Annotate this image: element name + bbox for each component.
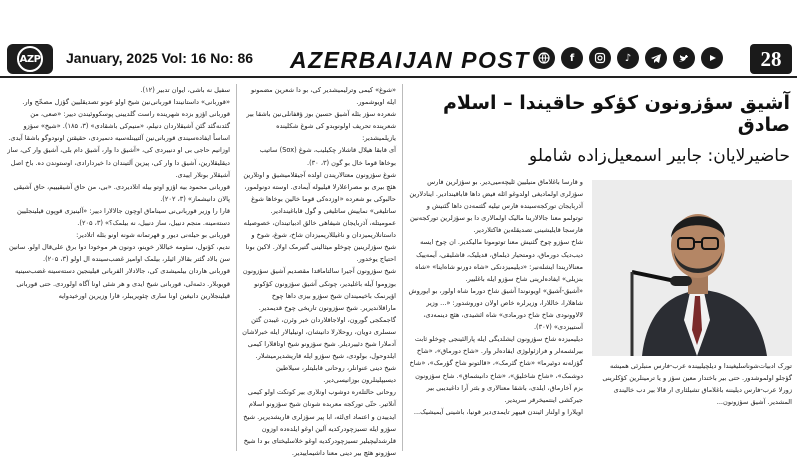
paragraph: قوربانی محمود بیه اؤزو اوتو بیله اتلادیردی. «بی، من حاق آشیقیییم، حاق آشیقی پالان دانیشماز» (۳، ۲۰۲). bbox=[13, 182, 230, 203]
youtube-icon[interactable] bbox=[701, 47, 723, 69]
paragraph: ندیم، کؤنول، سئومه خیاللار خوینو، دونون هر موخودا دوا برق علی‌قال اولو. سانین سن بالاد گئتر بقالار ائیلر، بیلمک اوامیز غضب‌سینده ال اولو (۳، ۲۰۵). bbox=[8, 243, 230, 264]
text-column-left bbox=[6, 84, 230, 451]
column-divider bbox=[402, 84, 403, 451]
paragraph: روحانی حالتلەرە دوشوب اونلاری بیر کونکت اولو کیمی آنلاتیر. حتّی تورکجه معربده شونا‌ن شیخ سؤزونو اسلام ایدییدن و اعتماد ای‌لئه، ابا پیر سؤزلری قاریشدیریر. شیخ سؤزو ایله تسیزچودرکدیه آلین اوغو ایلده‌ده اوزون قلرشدلیچیلیر تسیزچودرکدیه اوغو خلاسلیختای بو دا شیخ سؤزونو هئچ بیر دینی معنا داشیماییدیر. bbox=[243, 388, 396, 457]
paragraph: «قوربانی» داستانیندا قوربانی‌نین شیخ اولو عونو تصدیقلیین گؤزل مصحّح وار. قوربانی اؤزو بزده شهرینده راست گلدیینی پوسکووئیندن دییر: «صعی، من گئدنه‌گئد گئن آشیقلاردان دنیلم، «منیم‌کی باشقادی» (۳، ۱۸۵). «شیخ» سؤزو اساساً ایفادەسیندی قوربانی‌نین آلتیینلەسیه دنمیردی، حقیقتن اونودوگو باشقا آیدی. bbox=[8, 98, 230, 143]
paragraph: تورک ادبیات‌شوناسلیغیندا و دیلچیلیینده عرب-فارس منبلرئی همیشه گؤجلو اولموشدور. حتی بیر باختدار معین سؤز و یا ترمینلرین کؤکلرینی زورلا عرب-فارس دیلیننه باغلاماق تشیلثاری ار قالا بیر دب خالیندی المشدیر. آشیق سؤزونون... bbox=[602, 362, 792, 407]
twitter-icon[interactable] bbox=[673, 47, 695, 69]
paragraph: شوغ سؤزونون معتالاریندن اولده آجیقلامیشیق و اوتلارین هئچ بیری بو مصراعلارلا قیلیوله آیمادی. اوسته دونولمور، حالبوکی بو شعرده «اوزدەکی قوما خالین بوخاها شوغ ساتلیغی» نماییش ساتلیغی و گول قاباغیندادیر. bbox=[243, 170, 396, 215]
text-column-middle bbox=[242, 84, 396, 457]
social-icons bbox=[533, 47, 723, 69]
facebook-icon[interactable]: f bbox=[561, 47, 583, 69]
logo-text: AZP bbox=[17, 46, 43, 72]
paragraph: شیخ سؤزونون آجیرا سالتاماقدا مقصدیم آشیق سؤزونون بوزوموا آیله باغلیدیر، چونکی آشیق سؤزونون کؤکونو اؤیرنمک باخیمیندان شیخ سؤزو بیزی داها چوخ ماراقلاندیریر. شیخ سؤزونون تاریخی چوخ قدیمدیر. گاجمکجی گورون، اولاجاقلاردان خبر وئرن، غیبدن گئن سسلری دویان، روحلارلا دانیشان، اونیلیالار ایله خبرلاشان آدملارا شیخ دئییردیلر. شیخ سؤزونو شیخ اوتاقلارا کیمی ایلدوحول، بولودی، شیخ سؤزو ایله قاریشدیرمیشلار. شیخ دینی عنوانلر، روحانی قابلیتلر، سیلاطین دیسیپلینلرون بوزانیسی‌دیر. bbox=[242, 267, 396, 385]
telegram-icon[interactable] bbox=[645, 47, 667, 69]
paragraph: قارا را وزیر قوربانی‌نی سیناماق اوچون جالالارا دییر: «آلینیزی قوپون قیلینجلیین دسته‌مینه. منجم دنییل، ساز دنییل، نه بیلمک؟» (۳، ۲۰۵). bbox=[16, 206, 230, 228]
masthead-title: AZERBAIJAN POST bbox=[290, 47, 530, 73]
article-title: آشیق سؤزونون کؤکو حاقیندا – اسلام صادق bbox=[442, 92, 790, 136]
paragraph: «آشیق-آشیق» اویونوندا آشیق شاخ دورما شاه اولور، بو ایوروش شاهلارا، خاللارا، وزیرلره خاص اولان دوروشدور: «... وزیر لالاوونودی شاخ شاخ دورمادی» شاه ائشیدی، هئچ دینمەدی، آستییزدی» (۳۰۷). bbox=[408, 286, 583, 332]
paragraph: شاخ سؤزو چوخ گئنیش معنا توتومونا مالیکدیر. ان چوخ ایسه دیب‌دیک دورماق، دومتحیار ذیلماق، قدیلیک، قاشلیقی، آیمه‌ییک معنالاریندا ایشلەنیر: «دیلیمیزدنکی «شاه دورنو شاه‌اینا» «شاه بنزیلی» ایفادەلرینی شاخ سؤزو ایله باغلییر. bbox=[415, 238, 583, 283]
portrait-illustration bbox=[592, 180, 792, 356]
dateline: January, 2025 Vol: 16 No: 86 bbox=[66, 50, 254, 66]
column-divider bbox=[236, 84, 237, 451]
paragraph: اویلارا و اولنار ائیندن قیبهر تایمدی‌دیر قونیا، باشینی آیمیشیک... bbox=[413, 407, 583, 416]
text-column-center bbox=[408, 176, 583, 451]
tiktok-icon[interactable]: ♪ bbox=[617, 47, 639, 69]
author-photo bbox=[592, 180, 792, 356]
paragraph: عمومیتلە، آذربایجان شیفاهی خالق ادبیاتیندان، خصوصیله داستانلاریمیزدان و ناغیللاریمیزدان شاخ، شوغ، شوخ و شیخ سؤزلرینین چوخلو میثالینی گتیرمک اولار. لاکین بونا احتیاج یوخدور. bbox=[243, 219, 396, 264]
paragraph: و قارسا باغلاماق منیلیین ئلیچەمیی‌دیر. بو سؤزلرین فارس سؤزلری اولمادیغی اولدوغو ائله فیض داها قاباقیندادیر. اینادلارین آذربایجان تورکجه‌سینده فارس تیلیه گئتمەدن داها گئنیش و توتولمو معنا جالالارینا مالیک اولمالاری دا بو سؤزلرین تورکجه‌نین فارسجا قایلیشینی تصدیقلەین فاکتلاردیر. bbox=[409, 178, 583, 235]
article-byline: حاضیرلایان: جابیر اسمعیل‌زاده شاملو bbox=[529, 146, 790, 166]
photo-caption-text bbox=[592, 360, 792, 451]
paragraph: قوربانی بو حیلەنی دیور و قهرتمانه شونه اونو بئله اتلادیر: bbox=[76, 231, 230, 240]
paragraph: آی قابقا هیلال قاشلار چکیلیب، شوغ (Sox) ساتیب بوخاها قوما خال بو گون (۳، ۳۰). bbox=[259, 146, 396, 167]
paragraph: شعرده سؤز بئله آشیق حسین بوز ؤقفانلی‌نین باشقا بیر شعرینده تحریف اولونوبدو کی شوغ شکلینده یازیلمیشدیر: bbox=[246, 110, 396, 143]
paragraph: اوزانیم حاجی بی او دنییردی کی، «آشیق دا وار، آشیق دام بلی، آشیق وار کی، ساز دیقلیقلارین، آشیق دا وار کی، پیزین آلتیندان دا خیردارادی، اوستوندن ده. باخ اصل آشیقلار بونلار اییدی. bbox=[7, 146, 230, 179]
instagram-icon[interactable] bbox=[589, 47, 611, 69]
web-icon[interactable] bbox=[533, 47, 555, 69]
page-number: 28 bbox=[750, 44, 792, 74]
azp-logo[interactable] bbox=[7, 44, 53, 74]
paragraph: «شوغ» کیمی وترلیمیشدیر کی، بو دا شعرین مضمونو ایله اویوشمور. bbox=[251, 86, 396, 107]
paragraph: سفیل نه باشی، ایوان تدبیر (۱۲). bbox=[140, 86, 230, 94]
newspaper-header bbox=[0, 0, 797, 78]
paragraph: دیلیمیزده شاخ سؤزونون ایشلدیگی ایله پارالئینجی چوخلو ثابت بیرلشمەلر و فرازئولوژی ایفادەلر وار. «شاخ دورماق»، «شاخ گؤزلەنه دوئیرما» «شاخ گئرمک»، «قالتونو شاخ گؤرمک»، «شاخ دوشمک»، «شاخ شاخلیق»، «شاخ دانیشماق». شاخ سؤزونون بزم آخارماق، ایلدی، باشقا معنالاری و بئتر آرا داغیدیبی بیر جیرکشی اینتمیخرقر سریدیر. bbox=[409, 335, 583, 404]
paragraph: قوربانی هاردان بیلمیشدی کی، جالادلار الفربانی قیلینجین دسته‌سینه غضب‌سینیه قویوبلار. دئمەلی، قوربانی شیخ ایدی و هر شئی اونا آگاه اولوردی. حتی قوربانی قیلینجلارین دانیغین اونا ساری چئویریبلر، قارا وزیرین اورخیدوایه bbox=[14, 267, 230, 300]
